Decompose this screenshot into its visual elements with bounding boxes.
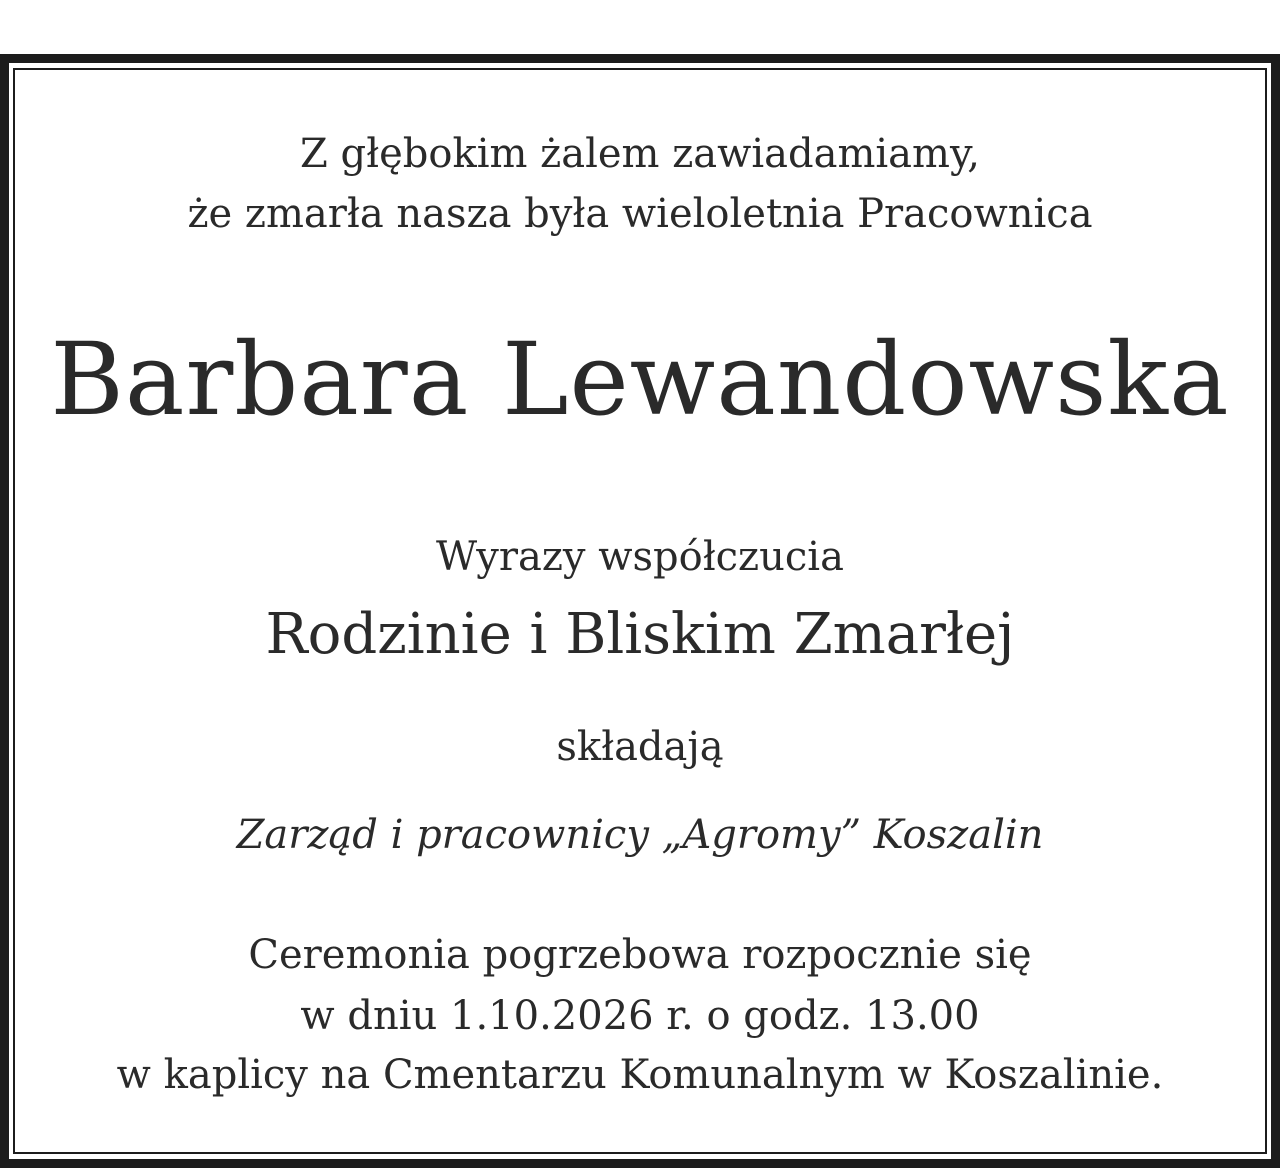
senders: Zarząd i pracownicy „Agromy” Koszalin	[236, 812, 1044, 858]
deceased-name: Barbara Lewandowska	[50, 321, 1230, 438]
intro-line-1: Z głębokim żalem zawiadamiamy,	[300, 131, 980, 177]
ceremony-line-3: w kaplicy na Cmentarzu Komunalnym w Koszalinie.	[116, 1052, 1164, 1098]
ceremony-line-2: w dniu 1.10.2026 r. o godz. 13.00	[300, 993, 980, 1039]
condolence-recipients: Rodzinie i Bliskim Zmarłej	[265, 602, 1015, 667]
condolence-verb: składają	[556, 724, 724, 770]
condolence-line: Wyrazy współczucia	[436, 534, 844, 580]
intro-line-2: że zmarła nasza była wieloletnia Pracownica	[187, 191, 1093, 237]
ceremony-line-1: Ceremonia pogrzebowa rozpocznie się	[248, 932, 1032, 978]
